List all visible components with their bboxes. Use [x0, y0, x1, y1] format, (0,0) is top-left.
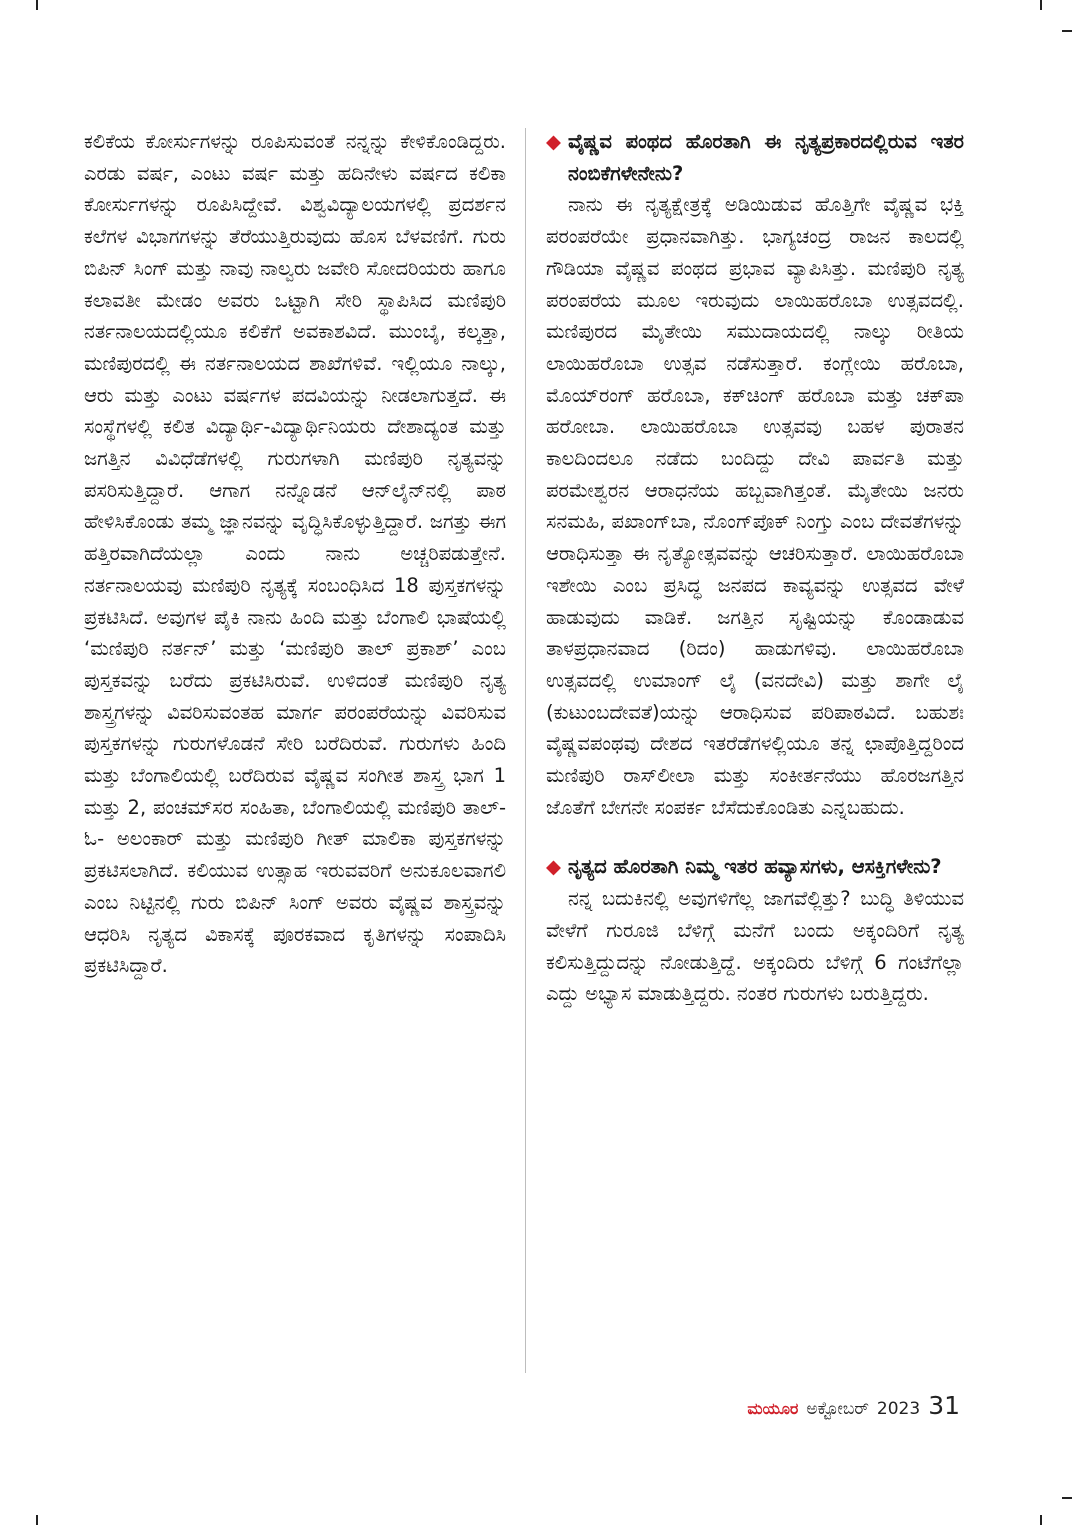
issue-year: 2023 [876, 1399, 921, 1419]
issue-month: ಅಕ್ಟೋಬರ್ [806, 1399, 869, 1419]
magazine-logo: ಮಯೂರ [747, 1399, 799, 1418]
crop-mark-bottom-left [36, 1515, 38, 1525]
left-paragraph: ಕಲಿಕೆಯ ಕೋರ್ಸುಗಳನ್ನು ರೂಪಿಸುವಂತೆ ನನ್ನನ್ನು ಕೇಳಿಕೊಂಡಿದ್ದರು. ಎರಡು ವರ್ಷ, ಎಂಟು ವರ್ಷ ಮತ್ತು ಹದಿನೇಳು ವರ್ಷದ ಕಲಿಕಾ ಕೋರ್ಸುಗಳನ್ನು ರೂಪಿಸಿದ್ದೇವೆ. ವಿಶ್ವವಿದ್ಯಾಲಯಗಳಲ್ಲಿ ಪ್ರದರ್ಶನ ಕಲೆಗಳ ವಿಭಾಗಗಳನ್ನು ತೆರೆಯುತ್ತಿರುವುದು ಹೊಸ ಬೆಳವಣಿಗೆ. ಗುರು ಬಿಪಿನ್ ಸಿಂಗ್ ಮತ್ತು ನಾವು ನಾಲ್ವರು ಜವೇರಿ ಸೋದರಿಯರು ಹಾಗೂ ಕಲಾವತೀ ಮೇಡಂ ಅವರು ಒಟ್ಟಾಗಿ ಸೇರಿ ಸ್ಥಾಪಿಸಿದ ಮಣಿಪುರಿ ನರ್ತನಾಲಯದಲ್ಲಿಯೂ ಕಲಿಕೆಗೆ ಅವಕಾಶವಿದೆ. ಮುಂಬೈ, ಕಲ್ಕತ್ತಾ, ಮಣಿಪುರದಲ್ಲಿ ಈ ನರ್ತನಾಲಯದ ಶಾಖೆಗಳಿವೆ. ಇಲ್ಲಿಯೂ ನಾಲ್ಕು, ಆರು ಮತ್ತು ಎಂಟು ವರ್ಷಗಳ ಪದವಿಯನ್ನು ನೀಡಲಾಗುತ್ತದೆ. ಈ ಸಂಸ್ಥೆಗಳಲ್ಲಿ ಕಲಿತ ವಿದ್ಯಾರ್ಥಿ-ವಿದ್ಯಾರ್ಥಿನಿಯರು ದೇಶಾದ್ಯಂತ ಮತ್ತು ಜಗತ್ತಿನ ವಿವಿಧೆಡೆಗಳಲ್ಲಿ ಗುರುಗಳಾಗಿ ಮಣಿಪುರಿ ನೃತ್ಯವನ್ನು ಪಸರಿಸುತ್ತಿದ್ದಾರೆ. ಆಗಾಗ ನನ್ನೊಡನೆ ಆನ್‌ಲೈನ್‌ನಲ್ಲಿ ಪಾಠ ಹೇಳಿಸಿಕೊಂಡು ತಮ್ಮ ಜ್ಞಾನವನ್ನು ವೃದ್ಧಿಸಿಕೊಳ್ಳುತ್ತಿದ್ದಾರೆ. ಜಗತ್ತು ಈಗ ಹತ್ತಿರವಾಗಿದೆಯಲ್ಲಾ ಎಂದು ನಾನು ಅಚ್ಚರಿಪಡುತ್ತೇನೆ. ನರ್ತನಾಲಯವು ಮಣಿಪುರಿ ನೃತ್ಯಕ್ಕೆ ಸಂಬಂಧಿಸಿದ 18 ಪುಸ್ತಕಗಳನ್ನು ಪ್ರಕಟಿಸಿದೆ. ಅವುಗಳ ಪೈಕಿ ನಾನು ಹಿಂದಿ ಮತ್ತು ಬೆಂಗಾಲಿ ಭಾಷೆಯಲ್ಲಿ ‘ಮಣಿಪುರಿ ನರ್ತನ್’ ಮತ್ತು ‘ಮಣಿಪುರಿ ತಾಲ್ ಪ್ರಕಾಶ್’ ಎಂಬ ಪುಸ್ತಕವನ್ನು ಬರೆದು ಪ್ರಕಟಿಸಿರುವೆ. ಉಳಿದಂತೆ ಮಣಿಪುರಿ ನೃತ್ಯ ಶಾಸ್ತ್ರಗಳನ್ನು ವಿವರಿಸುವಂತಹ ಮಾರ್ಗ ಪರಂಪರೆಯನ್ನು ವಿವರಿಸುವ ಪುಸ್ತಕಗಳನ್ನು ಗುರುಗಳೊಡನೆ ಸೇರಿ ಬರೆದಿರುವೆ. ಗುರುಗಳು ಹಿಂದಿ ಮತ್ತು ಬೆಂಗಾಲಿಯಲ್ಲಿ ಬರೆದಿರುವ ವೈಷ್ಣವ ಸಂಗೀತ ಶಾಸ್ತ್ರ ಭಾಗ 1 ಮತ್ತು 2, ಪಂಚಮ್‌ಸರ ಸಂಹಿತಾ, ಬೆಂಗಾಲಿಯಲ್ಲಿ ಮಣಿಪುರಿ ತಾಲ್- ಓ- ಅಲಂಕಾರ್ ಮತ್ತು ಮಣಿಪುರಿ ಗೀತ್ ಮಾಲಿಕಾ ಪುಸ್ತಕಗಳನ್ನು ಪ್ರಕಟಿಸಲಾಗಿದೆ. ಕಲಿಯುವ ಉತ್ಸಾಹ ಇರುವವರಿಗೆ ಅನುಕೂಲವಾಗಲಿ ಎಂಬ ನಿಟ್ಟಿನಲ್ಲಿ ಗುರು ಬಿಪಿನ್ ಸಿಂಗ್ ಅವರು ವೈಷ್ಣವ ಶಾಸ್ತ್ರವನ್ನು ಆಧರಿಸಿ ನೃತ್ಯದ ವಿಕಾಸಕ್ಕೆ ಪೂರಕವಾದ ಕೃತಿಗಳನ್ನು ಸಂಪಾದಿಸಿ ಪ್ರಕಟಿಸಿದ್ದಾರೆ. [84, 130, 506, 978]
diamond-bullet-icon: ◆ [546, 130, 561, 153]
crop-mark-right-top [1062, 30, 1072, 32]
crop-mark-top-right [1040, 0, 1042, 10]
left-column [84, 126, 506, 982]
page-number: 31 [928, 1391, 960, 1420]
answer-1: ನಾನು ಈ ನೃತ್ಯಕ್ಷೇತ್ರಕ್ಕೆ ಅಡಿಯಿಡುವ ಹೊತ್ತಿಗೇ ವೈಷ್ಣವ ಭಕ್ತಿ ಪರಂಪರೆಯೇ ಪ್ರಧಾನವಾಗಿತ್ತು. ಭಾಗ್ಯಚಂದ್ರ ರಾಜನ ಕಾಲದಲ್ಲಿ ಗೌಡಿಯಾ ವೈಷ್ಣವ ಪಂಥದ ಪ್ರಭಾವ ವ್ಯಾಪಿಸಿತ್ತು. ಮಣಿಪುರಿ ನೃತ್ಯ ಪರಂಪರೆಯ ಮೂಲ ಇರುವುದು ಲಾಯಿಹರೊಬಾ ಉತ್ಸವದಲ್ಲಿ. ಮಣಿಪುರದ ಮೈತೇಯಿ ಸಮುದಾಯದಲ್ಲಿ ನಾಲ್ಕು ರೀತಿಯ ಲಾಯಿಹರೊಬಾ ಉತ್ಸವ ನಡೆಸುತ್ತಾರೆ. ಕಂಗ್ಲೇಯಿ ಹರೊಬಾ, ಮೊಯ್‌ರಂಗ್ ಹರೊಬಾ, ಕಕ್‌ಚಿಂಗ್ ಹರೊಬಾ ಮತ್ತು ಚಕ್‌ಪಾ ಹರೋಬಾ. ಲಾಯಿಹರೊಬಾ ಉತ್ಸವವು ಬಹಳ ಪುರಾತನ ಕಾಲದಿಂದಲೂ ನಡೆದು ಬಂದಿದ್ದು ದೇವಿ ಪಾರ್ವತಿ ಮತ್ತು ಪರಮೇಶ್ವರನ ಆರಾಧನೆಯ ಹಬ್ಬವಾಗಿತ್ತಂತೆ. ಮೈತೇಯಿ ಜನರು ಸನಮಹಿ, ಪಖಾಂಗ್‌ಬಾ, ನೊಂಗ್‌ಪೊಕ್ ನಿಂಗ್ತು ಎಂಬ ದೇವತೆಗಳನ್ನು ಆರಾಧಿಸುತ್ತಾ ಈ ನೃತ್ಯೋತ್ಸವವನ್ನು ಆಚರಿಸುತ್ತಾರೆ. ಲಾಯಿಹರೊಬಾ ಇಶೇಯಿ ಎಂಬ ಪ್ರಸಿದ್ಧ ಜನಪದ ಕಾವ್ಯವನ್ನು ಉತ್ಸವದ ವೇಳೆ ಹಾಡುವುದು ವಾಡಿಕೆ. ಜಗತ್ತಿನ ಸೃಷ್ಟಿಯನ್ನು ಕೊಂಡಾಡುವ ತಾಳಪ್ರಧಾನವಾದ (ರಿದಂ) ಹಾಡುಗಳಿವು. ಲಾಯಿಹರೊಬಾ ಉತ್ಸವದಲ್ಲಿ ಉಮಾಂಗ್ ಲೈ (ವನದೇವಿ) ಮತ್ತು ಶಾಗೇ ಲೈ (ಕುಟುಂಬದೇವತೆ)ಯನ್ನು ಆರಾಧಿಸುವ ಪರಿಪಾಠವಿದೆ. ಬಹುಶಃ ವೈಷ್ಣವಪಂಥವು ದೇಶದ ಇತರೆಡೆಗಳಲ್ಲಿಯೂ ತನ್ನ ಛಾಪೊತ್ತಿದ್ದರಿಂದ ಮಣಿಪುರಿ ರಾಸ್‌ಲೀಲಾ ಮತ್ತು ಸಂಕೀರ್ತನೆಯು ಹೊರಜಗತ್ತಿನ ಜೊತೆಗೆ ಬೇಗನೇ ಸಂಪರ್ಕ ಬೆಸೆದುಕೊಂಡಿತು ಎನ್ನಬಹುದು. [546, 193, 964, 819]
page-footer [747, 1391, 960, 1420]
answer-2: ನನ್ನ ಬದುಕಿನಲ್ಲಿ ಅವುಗಳಿಗೆಲ್ಲ ಜಾಗವೆಲ್ಲಿತ್ತು? ಬುದ್ಧಿ ತಿಳಿಯುವ ವೇಳೆಗೆ ಗುರೂಜಿ ಬೆಳಿಗ್ಗೆ ಮನೆಗೆ ಬಂದು ಅಕ್ಕಂದಿರಿಗೆ ನೃತ್ಯ ಕಲಿಸುತ್ತಿದ್ದುದನ್ನು ನೋಡುತ್ತಿದ್ದೆ. ಅಕ್ಕಂದಿರು ಬೆಳಿಗ್ಗೆ 6 ಗಂಟೆಗೆಲ್ಲಾ ಎದ್ದು ಅಭ್ಯಾಸ ಮಾಡುತ್ತಿದ್ದರು. ನಂತರ ಗುರುಗಳು ಬರುತ್ತಿದ್ದರು. [546, 887, 964, 1006]
section-gap [546, 823, 964, 851]
crop-mark-right-bottom [1062, 1497, 1072, 1499]
column-divider [525, 128, 526, 1373]
right-column [546, 126, 964, 1010]
crop-mark-top-left [36, 0, 38, 10]
diamond-bullet-icon: ◆ [546, 855, 561, 879]
question-1-text: ವೈಷ್ಣವ ಪಂಥದ ಹೊರತಾಗಿ ಈ ನೃತ್ಯಪ್ರಕಾರದಲ್ಲಿರುವ ಇತರ ನಂಬಿಕೆಗಳೇನೇನು? [568, 130, 964, 185]
question-1 [546, 126, 964, 189]
question-2-text: ನೃತ್ಯದ ಹೊರತಾಗಿ ನಿಮ್ಮ ಇತರ ಹವ್ಯಾಸಗಳು, ಆಸಕ್ತಿಗಳೇನು? [568, 855, 942, 879]
question-2 [546, 851, 964, 883]
crop-mark-bottom-right [1040, 1515, 1042, 1525]
